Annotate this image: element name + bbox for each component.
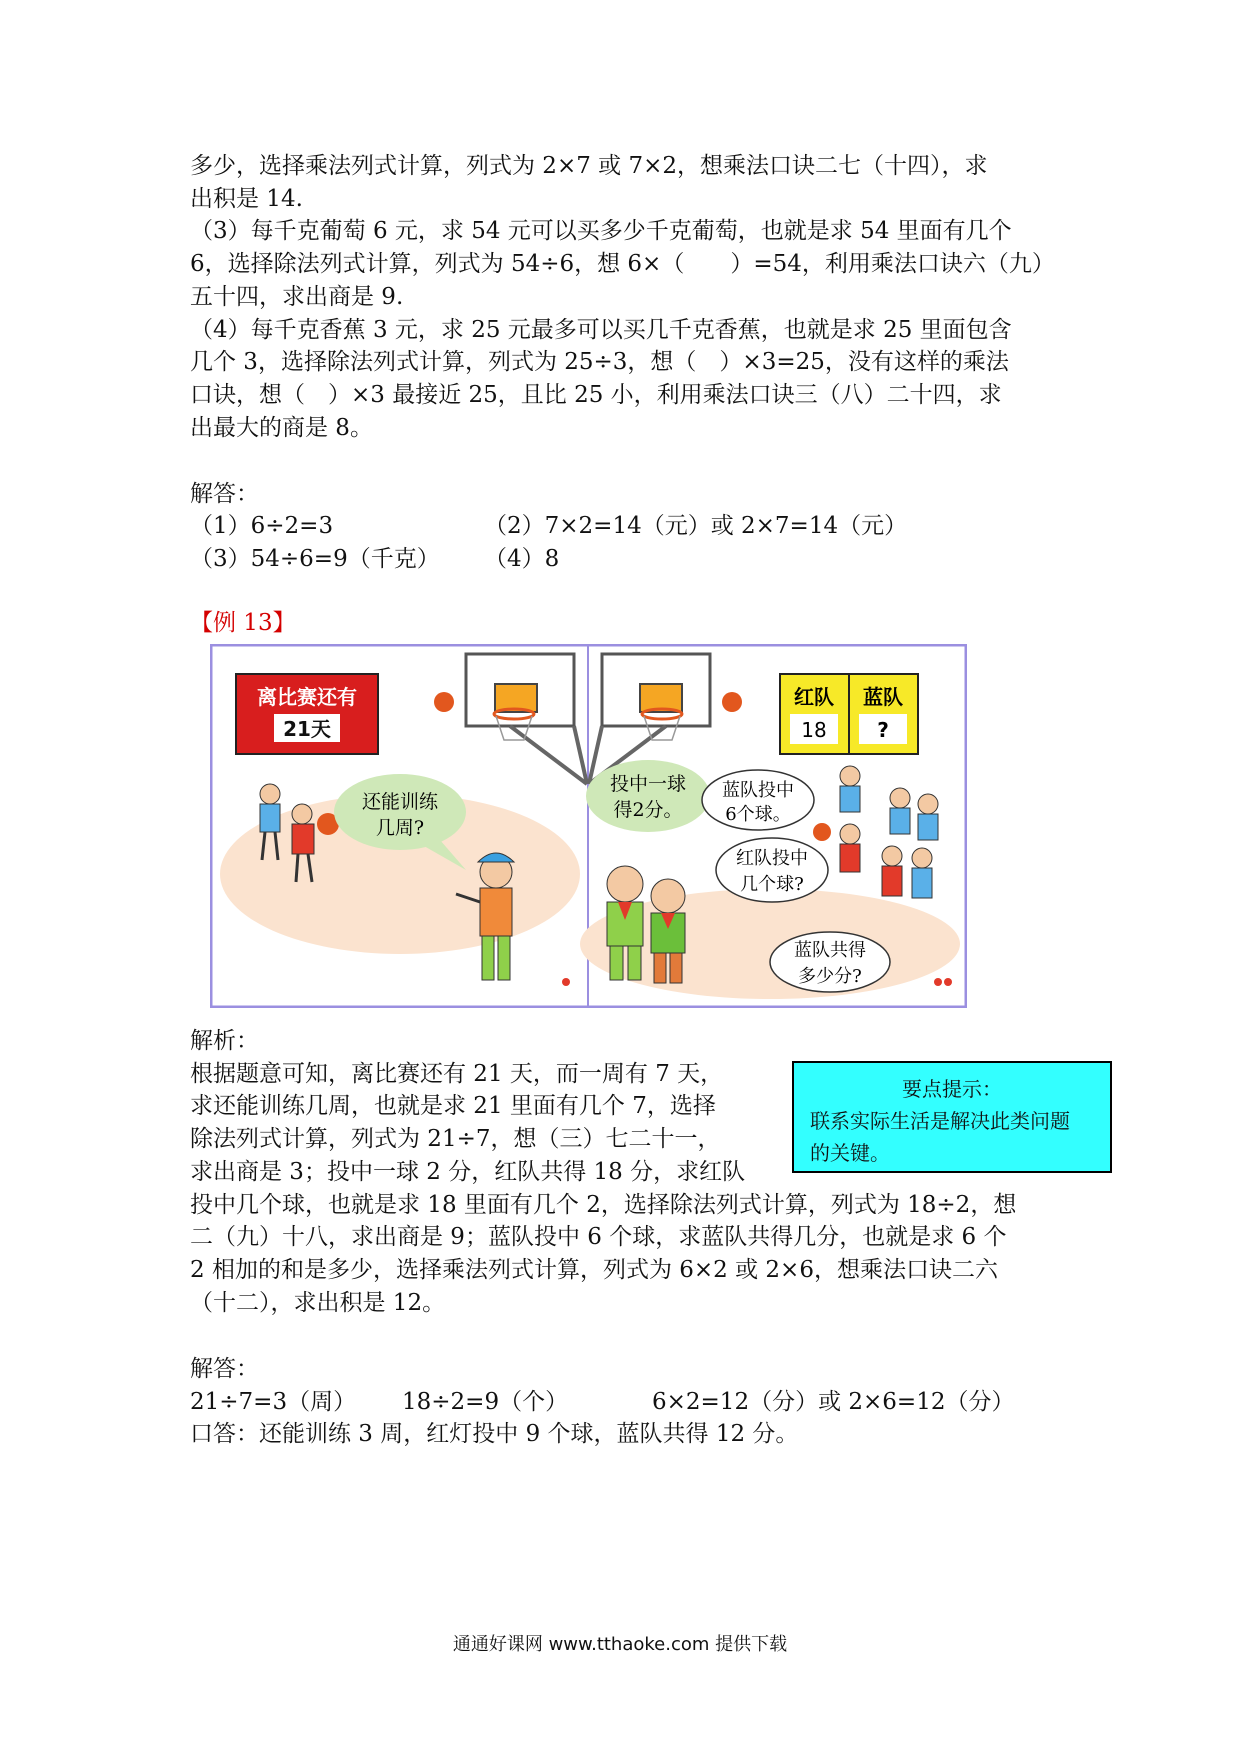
answer-label: 解答： — [190, 1356, 259, 1382]
board-blue-value: ? — [877, 718, 889, 742]
tip-line: 的关键。 — [810, 1141, 890, 1165]
answer-label: 解答： — [190, 481, 259, 507]
bubble-blue-line2: 6个球。 — [725, 804, 791, 825]
basketball-illustration — [210, 644, 967, 1008]
bubble-coach-line2: 几周? — [375, 817, 425, 839]
answer-item: （4）8 — [484, 546, 560, 572]
analysis-line: 除法列式计算，列式为 21÷7，想（三）七二十一， — [190, 1126, 721, 1152]
oral-answer: 口答：还能训练 3 周，红灯投中 9 个球，蓝队共得 12 分。 — [190, 1421, 799, 1447]
answer-item: （2）7×2=14（元）或 2×7=14（元） — [484, 513, 908, 539]
bubble-total-line1: 蓝队共得 — [794, 940, 866, 961]
bubble-blue-team — [702, 770, 814, 830]
ball-icon — [434, 692, 454, 712]
board-red: 红队 — [794, 685, 834, 709]
analysis-line: 投中几个球，也就是求 18 里面有几个 2，选择除法列式计算，列式为 18÷2，想 — [190, 1192, 1017, 1218]
bubble-red-team — [716, 838, 828, 902]
text-line: 6，选择除法列式计算，列式为 54÷6，想 6×（ ）=54，利用乘法口诀六（九） — [190, 251, 1055, 277]
bubble-total-line2: 多少分? — [798, 966, 862, 987]
bubble-score-line2: 得2分。 — [613, 799, 683, 821]
sign-line1: 离比赛还有 — [257, 685, 357, 709]
analysis-line: 根据题意可知，离比赛还有 21 天，而一周有 7 天， — [190, 1061, 724, 1087]
text-line: 出最大的商是 8。 — [190, 415, 373, 441]
answer-item: （1）6÷2=3 — [190, 513, 334, 539]
analysis-line: 求出商是 3；投中一球 2 分，红队共得 18 分，求红队 — [190, 1159, 746, 1185]
countdown-sign — [236, 674, 378, 754]
analysis-line: 2 相加的和是多少，选择乘法列式计算，列式为 6×2 或 2×6，想乘法口诀二六 — [190, 1257, 998, 1283]
bubble-score — [586, 760, 710, 832]
text-line: 几个 3，选择除法列式计算，列式为 25÷3，想（ ）×3=25，没有这样的乘法 — [190, 349, 1009, 375]
text-line: 五十四，求出商是 9. — [190, 284, 404, 310]
answer-item: 21÷7=3（周） — [190, 1389, 357, 1415]
answer-item: 6×2=12（分）或 2×6=12（分） — [652, 1389, 1015, 1415]
bubble-coach-line1: 还能训练 — [361, 791, 439, 813]
dot — [944, 978, 952, 986]
text-line: 口诀，想（ ）×3 最接近 25，且比 25 小，利用乘法口诀三（八）二十四，求 — [190, 382, 1002, 408]
analysis-label: 解析： — [190, 1028, 259, 1054]
footer: 通通好课网 www.tthaoke.com 提供下载 — [452, 1634, 788, 1655]
text-line: 多少，选择乘法列式计算，列式为 2×7 或 7×2，想乘法口诀二七（十四），求 — [190, 153, 988, 179]
bubble-blue-line1: 蓝队投中 — [722, 780, 794, 801]
board-red-value: 18 — [801, 718, 827, 742]
board-blue: 蓝队 — [863, 685, 903, 709]
dot — [562, 978, 570, 986]
example-heading: 【例 13】 — [190, 610, 296, 636]
analysis-line: 二（九）十八，求出商是 9；蓝队投中 6 个球，求蓝队共得几分，也就是求 6 个 — [190, 1224, 1007, 1250]
bubble-score-line1: 投中一球 — [609, 773, 687, 795]
scoreboard — [780, 674, 918, 754]
answer-item: （3）54÷6=9（千克） — [190, 546, 440, 572]
analysis-line: 求还能训练几周，也就是求 21 里面有几个 7，选择 — [190, 1093, 716, 1119]
text-line: （4）每千克香蕉 3 元，求 25 元最多可以买几千克香蕉，也就是求 25 里面包含 — [190, 317, 1012, 343]
text-line: 出积是 14. — [190, 186, 303, 212]
bubble-red-line1: 红队投中 — [736, 848, 808, 869]
ball-icon — [722, 692, 742, 712]
answer-item: 18÷2=9（个） — [402, 1389, 569, 1415]
tip-title: 要点提示： — [902, 1077, 1002, 1101]
bubble-red-line2: 几个球? — [740, 874, 804, 895]
tip-box — [792, 1061, 1112, 1173]
analysis-line: （十二），求出积是 12。 — [190, 1290, 446, 1316]
sign-line2: 21天 — [283, 717, 331, 741]
bubble-total — [770, 932, 890, 992]
dot — [934, 978, 942, 986]
text-line: （3）每千克葡萄 6 元，求 54 元可以买多少千克葡萄，也就是求 54 里面有几个 — [190, 218, 1012, 244]
tip-line: 联系实际生活是解决此类问题 — [810, 1109, 1070, 1133]
